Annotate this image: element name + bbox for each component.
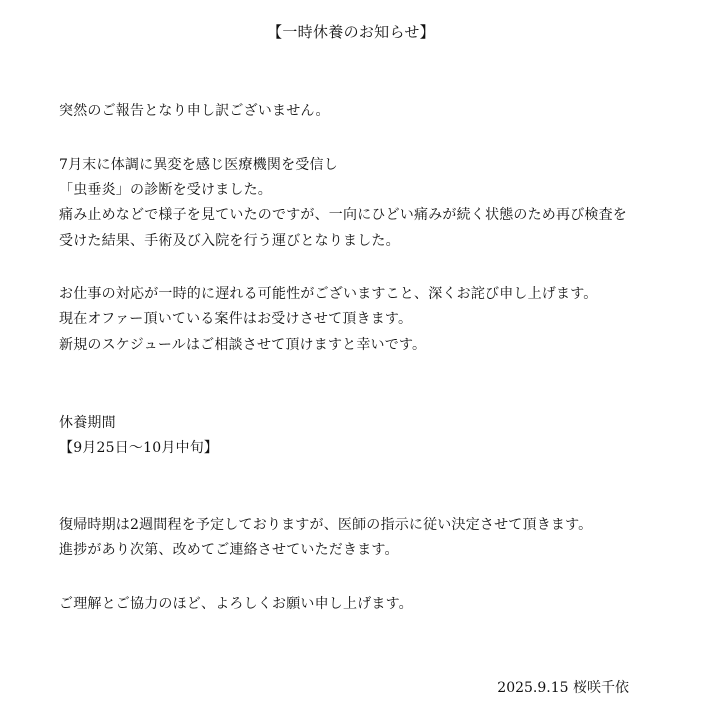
background-line-4: 受けた結果、手術及び入院を行う運びとなりました。 — [59, 233, 400, 249]
background-line-1: 7月末に体調に異変を感じ医療機関を受信し — [59, 157, 338, 173]
work-line-2: 現在オファー頂いている案件はお受けさせて頂きます。 — [59, 311, 413, 327]
signature-date-name: 2025.9.15 桜咲千依 — [497, 680, 629, 696]
background-line-3: 痛み止めなどで様子を見ていたのですが、一向にひどい痛みが続く状態のため再び検査を — [59, 207, 627, 223]
apology-text: 突然のご報告となり申し訳ございません。 — [59, 103, 330, 119]
period-label: 休養期間 — [59, 415, 116, 431]
notice-title: 【一時休養のお知らせ】 — [267, 23, 435, 41]
work-line-1: お仕事の対応が一時的に遅れる可能性がございますこと、深くお詫び申し上げます。 — [59, 286, 598, 302]
return-line-1: 復帰時期は2週間程を予定しておりますが、医師の指示に従い決定させて頂きます。 — [59, 517, 593, 533]
period-value: 【9月25日～10月中旬】 — [59, 440, 219, 456]
work-line-3: 新規のスケジュールはご相談させて頂けますと幸いです。 — [59, 337, 427, 353]
return-line-2: 進捗があり次第、改めてご連絡させていただきます。 — [59, 542, 399, 558]
closing-text: ご理解とご協力のほど、よろしくお願い申し上げます。 — [59, 596, 413, 612]
background-line-2: 「虫垂炎」の診断を受けました。 — [59, 182, 272, 198]
